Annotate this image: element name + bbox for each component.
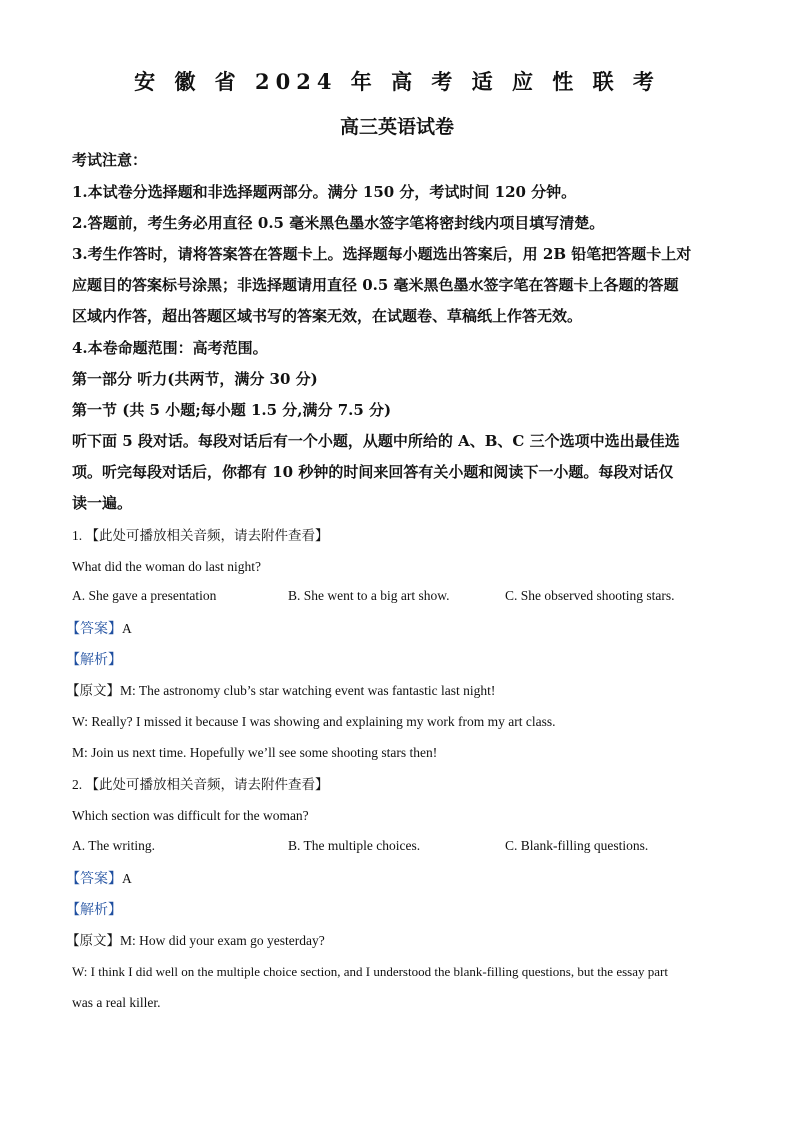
part-heading: 第一部分 听力(共两节，满分 30 分)	[72, 370, 318, 388]
q1-answer-value: A	[122, 621, 132, 636]
q2-transcript-line-3: was a real killer.	[72, 995, 161, 1010]
note-2: 2.答题前，考生务必用直径 0.5 毫米黑色墨水签字笔将密封线内项目填写清楚。	[72, 214, 605, 232]
q1-dialogue-1: M: The astronomy club’s star watching event was fantastic last night!	[120, 683, 496, 698]
q2-transcript-line-2: W: I think I did well on the multiple choice section, and I understood the blank-filling questions, but the essay part	[72, 964, 668, 979]
q1-option-b: B. She went to a big art show.	[288, 588, 450, 603]
instructions-line-3: 读一遍。	[72, 494, 133, 512]
note-4: 4.本卷命题范围：高考范围。	[72, 339, 268, 357]
q2-dialogue-1: M: How did your exam go yesterday?	[120, 933, 325, 948]
q1-option-c: C. She observed shooting stars.	[505, 588, 675, 603]
notes-heading: 考试注意：	[72, 151, 148, 169]
q1-audio-note[interactable]: 1. 【此处可播放相关音频，请去附件查看】	[72, 528, 329, 543]
q2-audio-note[interactable]: 2. 【此处可播放相关音频，请去附件查看】	[72, 777, 329, 792]
q1-transcript-line-2: W: Really? I missed it because I was showing and explaining my work from my art class.	[72, 714, 556, 729]
instructions-line-1: 听下面 5 段对话。每段对话后有一个小题，从题中所给的 A、B、C 三个选项中选出最佳选	[72, 432, 680, 450]
instructions-line-2: 项。听完每段对话后，你都有 10 秒钟的时间来回答有关小题和阅读下一小题。每段对话仅	[72, 463, 674, 481]
q2-question: Which section was difficult for the woman?	[72, 808, 309, 823]
original-tag: 【原文】	[66, 933, 120, 948]
q1-analysis-tag	[66, 650, 726, 671]
q1-option-a: A. She gave a presentation	[72, 588, 217, 603]
q2-option-a: A. The writing.	[72, 838, 155, 853]
section-heading: 第一节 (共 5 小题;每小题 1.5 分,满分 7.5 分)	[72, 401, 392, 419]
analysis-tag: 【解析】	[66, 653, 122, 668]
q2-transcript-line-1	[66, 931, 726, 951]
q2-option-b: B. The multiple choices.	[288, 838, 421, 853]
exam-subtitle: 高三英语试卷	[339, 116, 454, 138]
note-3-line-1: 3.考生作答时，请将答案答在答题卡上。选择题每小题选出答案后，用 2B 铅笔把答题卡上对	[72, 245, 692, 263]
q2-answer	[66, 869, 726, 890]
answer-tag: 【答案】	[66, 622, 122, 637]
q1-question: What did the woman do last night?	[72, 559, 261, 574]
original-tag: 【原文】	[66, 683, 120, 698]
q2-option-c: C. Blank-filling questions.	[505, 838, 649, 853]
note-3-line-3: 区域内作答，超出答题区域书写的答案无效，在试题卷、草稿纸上作答无效。	[72, 307, 583, 325]
q2-analysis-tag	[66, 900, 726, 921]
q1-transcript-line-3: M: Join us next time. Hopefully we’ll see some shooting stars then!	[72, 745, 438, 760]
exam-title: 安 徽 省 2024 年 高 考 适 应 性 联 考	[134, 69, 660, 94]
analysis-tag: 【解析】	[66, 903, 122, 918]
answer-tag: 【答案】	[66, 872, 122, 887]
note-1: 1.本试卷分选择题和非选择题两部分。满分 150 分，考试时间 120 分钟。	[72, 183, 577, 201]
q2-answer-value: A	[122, 871, 132, 886]
q1-transcript-line-1	[66, 681, 726, 701]
q1-answer	[66, 619, 726, 640]
note-3-line-2: 应题目的答案标号涂黑；非选择题请用直径 0.5 毫米黑色墨水签字笔在答题卡上各题的答题	[72, 276, 679, 294]
